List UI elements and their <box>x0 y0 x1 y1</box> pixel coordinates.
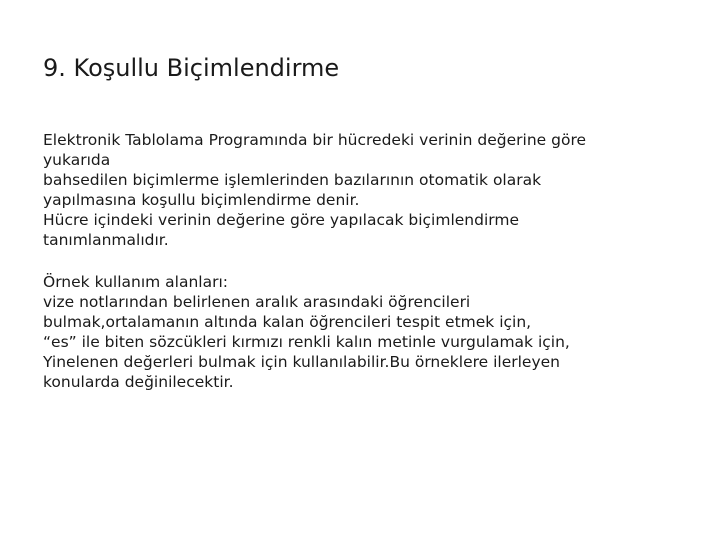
text-line: bulmak,ortalamanın altında kalan öğrencileri tespit etmek için, <box>43 313 532 331</box>
text-line: Elektronik Tablolama Programında bir hücredeki verinin değerine göre <box>43 131 587 149</box>
paragraph-spacer <box>43 250 703 272</box>
paragraph-examples <box>43 272 703 392</box>
slide-title: 9. Koşullu Biçimlendirme <box>43 54 340 82</box>
text-line: “es” ile biten sözcükleri kırmızı renkli kalın metinle vurgulamak için, <box>43 333 570 351</box>
text-line: Hücre içindeki verinin değerine göre yapılacak biçimlendirme <box>43 211 520 229</box>
slide-body <box>43 130 703 392</box>
text-line: tanımlanmalıdır. <box>43 231 169 249</box>
paragraph-definition <box>43 130 703 250</box>
text-line: yukarıda <box>43 151 111 169</box>
text-line: yapılmasına koşullu biçimlendirme denir. <box>43 191 360 209</box>
text-line: Yinelenen değerleri bulmak için kullanılabilir.Bu örneklere ilerleyen <box>43 353 561 371</box>
text-line: bahsedilen biçimlerme işlemlerinden bazılarının otomatik olarak <box>43 171 542 189</box>
text-line: konularda değinilecektir. <box>43 373 234 391</box>
text-line: vize notlarından belirlenen aralık arasındaki öğrencileri <box>43 293 471 311</box>
text-line: Örnek kullanım alanları: <box>43 273 228 291</box>
